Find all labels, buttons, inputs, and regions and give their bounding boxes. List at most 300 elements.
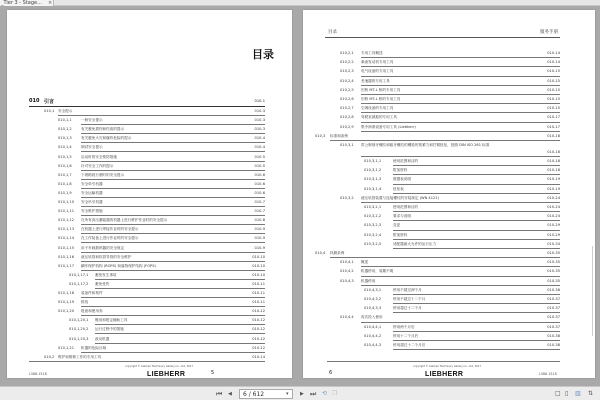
toc-page-ref: 010-3 xyxy=(254,109,265,113)
scroll-indicator[interactable] xyxy=(592,246,593,336)
toc-underline xyxy=(393,303,560,304)
toc-title: 差速器的专用工具 xyxy=(361,78,390,83)
toc-entry[interactable] xyxy=(29,317,265,326)
toc-entry[interactable] xyxy=(315,50,560,59)
toc-number: 010,3,2,3 xyxy=(364,223,382,228)
toc-number: 010 xyxy=(29,98,40,104)
toc-title: 停用两个月后 xyxy=(393,324,415,329)
toc-underline xyxy=(330,257,560,258)
toc-entry[interactable] xyxy=(29,345,265,354)
toc-title: 标准和条例 xyxy=(330,133,348,138)
next-page-button[interactable]: ▶ xyxy=(300,391,304,397)
first-page-button[interactable]: ⏮ xyxy=(216,390,223,398)
toc-underline xyxy=(81,233,265,234)
toc-entry[interactable] xyxy=(29,290,265,299)
copyright-text: copyright © Liebherr Machinery Gallery Co., Ltd. 2017 xyxy=(413,365,482,368)
toc-title: 引言 xyxy=(44,99,55,105)
toc-entry[interactable] xyxy=(29,308,265,317)
toc-page-ref: 010-18 xyxy=(547,150,560,154)
toc-title: 避免受伤 xyxy=(95,281,110,286)
toc-entry[interactable] xyxy=(29,336,265,345)
toc-title: 机器停用 xyxy=(361,278,376,283)
toc-title: 液压软管和软管导管的安全维护 xyxy=(81,254,132,259)
toc-entry[interactable] xyxy=(29,163,265,172)
toc-entry[interactable] xyxy=(315,278,560,287)
toc-entry[interactable] xyxy=(315,250,560,259)
toc-underline xyxy=(58,115,265,116)
toc-entry[interactable] xyxy=(29,108,265,117)
toc-entry[interactable] xyxy=(29,126,265,135)
toc-underline xyxy=(81,315,265,316)
footer-divider xyxy=(29,361,265,362)
toc-page-ref: 010-34 xyxy=(547,241,560,246)
toc-page-ref: 010-10 xyxy=(252,254,265,259)
toc-underline xyxy=(361,266,560,267)
toc-page-ref: 010-12 xyxy=(252,309,265,314)
toc-entry[interactable] xyxy=(315,59,560,68)
toc-number: 010,3,1,3 xyxy=(364,177,382,182)
toc-number: 010,1,17,1 xyxy=(69,272,89,277)
toc-title: 下坡路段行驶时的安全提示 xyxy=(81,172,125,177)
toc-number: 010,3,2,4 xyxy=(364,232,382,237)
two-page-view-icon[interactable]: ▥ xyxy=(575,390,581,397)
toc-title: 排放 xyxy=(81,300,89,305)
toc-title: 使用范围和目的 xyxy=(393,205,419,209)
toc-page-ref: 010-29 xyxy=(547,232,560,237)
copy-icon[interactable]: ❐ xyxy=(332,390,338,397)
header-left: 目录 xyxy=(328,30,337,35)
toc-entry[interactable] xyxy=(29,181,265,190)
toc-page-ref: 010-37 xyxy=(547,297,560,301)
toc-entry[interactable] xyxy=(315,96,560,105)
toc-number: 010,1,20,2 xyxy=(69,327,89,332)
page-dropdown-icon[interactable]: ▾ xyxy=(286,391,289,397)
toc-title: 机器的危险区域 xyxy=(81,345,107,350)
toc-underline xyxy=(361,156,560,157)
toc-title: 安全吊引机器 xyxy=(81,200,103,204)
toc-underline xyxy=(361,57,560,58)
toc-page-ref: 010-38 xyxy=(547,333,560,338)
toc-underline xyxy=(81,179,265,180)
toc-title: 有关避免损伤和伤害的提示 xyxy=(81,127,125,132)
toc-number: 010,2,3 xyxy=(340,69,354,74)
toc-title: 维护和维修工作的专用工具 xyxy=(58,354,102,359)
toc-number: 010,1,16 xyxy=(58,254,75,259)
toc-title: 概述 xyxy=(361,260,369,265)
toc-underline xyxy=(95,324,265,325)
toc-number: 010,3,2,1 xyxy=(364,205,382,209)
toc-underline xyxy=(95,279,265,280)
toc-entry[interactable] xyxy=(29,154,265,163)
toc-page-ref: 010-15 xyxy=(547,87,560,92)
toc-entry[interactable] xyxy=(315,314,560,323)
toc-title: 附加资料 xyxy=(393,168,408,173)
toc-number: 010,1,19 xyxy=(58,300,75,305)
toc-underline xyxy=(361,276,560,277)
toc-underline xyxy=(393,174,560,175)
toc-underline xyxy=(95,288,265,289)
toc-page-ref: 010-24 xyxy=(547,214,560,219)
toc-underline xyxy=(81,306,265,307)
toc-number: 010,2,5 xyxy=(340,87,354,92)
toc-entry[interactable] xyxy=(29,172,265,181)
toc-underline xyxy=(81,224,265,225)
toc-number: 010,4,3,3 xyxy=(364,306,382,311)
toc-number: 010,3,1 xyxy=(340,143,354,147)
toc-entry[interactable] xyxy=(315,204,560,213)
toc-underline xyxy=(361,322,560,323)
toc-entry[interactable] xyxy=(315,78,560,87)
toc-underline xyxy=(81,270,265,271)
toc-number: 010,1,1 xyxy=(58,118,72,123)
toc-page-ref: 010-18 xyxy=(547,168,560,173)
toc-title: 有关避免火灾和爆炸危险的提示 xyxy=(81,136,132,141)
scroll-mode-icon[interactable]: ⇅ xyxy=(588,390,594,397)
toc-underline xyxy=(95,333,265,334)
toc-underline xyxy=(361,76,560,77)
toc-entry[interactable] xyxy=(315,142,560,158)
toc-underline xyxy=(393,165,560,166)
toc-title: 再次投入使用 xyxy=(361,315,383,320)
toc-underline xyxy=(81,124,265,125)
toc-entry[interactable] xyxy=(29,190,265,199)
toc-page-ref: 010-10 xyxy=(252,263,265,268)
toc-entry[interactable] xyxy=(315,333,560,342)
toc-page-ref: 010-5 xyxy=(254,163,265,168)
toc-entry[interactable] xyxy=(315,268,560,277)
toc-underline xyxy=(393,230,560,231)
toc-underline xyxy=(393,184,560,185)
toc-number: 010,1,17 xyxy=(58,263,75,268)
toc-number: 010,4,4 xyxy=(340,315,354,320)
toc-page-ref: 010-37 xyxy=(547,306,560,311)
toc-underline xyxy=(393,331,560,332)
toc-title: 安全提示 xyxy=(58,109,73,113)
toc-entry[interactable] xyxy=(29,135,265,144)
toc-underline xyxy=(361,66,560,67)
toc-page-ref: 010-19 xyxy=(547,177,560,182)
toc-title: 扭矩表 xyxy=(393,186,404,191)
toc-underline xyxy=(393,248,560,249)
toc-number: 010,3,1,1 xyxy=(364,159,382,163)
toc-entry[interactable] xyxy=(29,263,265,272)
toc-title: 驾驶室减振的专用工具 xyxy=(361,115,397,120)
toc-page-ref: 010-35 xyxy=(547,260,560,265)
toc-title: 电气设备的专用工具 xyxy=(361,69,394,74)
rotate-icon[interactable]: ⟲ xyxy=(322,390,328,397)
header-divider xyxy=(325,37,560,38)
toc-number: 010,1,3 xyxy=(58,136,72,141)
toc-underline xyxy=(81,197,265,198)
toc-entry[interactable] xyxy=(29,117,265,126)
toc-underline xyxy=(361,131,560,132)
toc-underline xyxy=(81,206,265,207)
toc-page-ref: 010-18 xyxy=(547,133,560,138)
toc-page-ref: 010-11 xyxy=(252,281,265,286)
page-number: 6 xyxy=(329,370,333,376)
toc-page-ref: 010-11 xyxy=(252,300,265,305)
toc-title: 搬用和报定辅助工具 xyxy=(95,318,128,323)
toc-number: 010,1,7 xyxy=(58,172,72,177)
toc-entry[interactable] xyxy=(315,305,560,314)
toc-number: 010,1,5 xyxy=(58,154,72,159)
toc-underline xyxy=(393,312,560,313)
toc-page-ref: 010-15 xyxy=(547,106,560,111)
toc-page-ref: 010-36 xyxy=(547,287,560,292)
toc-title: 目录 xyxy=(252,48,274,61)
header-right: 服务手册 xyxy=(540,30,558,35)
toc-underline xyxy=(393,211,560,212)
toc-number: 010,1,9 xyxy=(58,190,72,195)
toc-title: 柴油发动机专用工具 xyxy=(361,60,394,65)
doc-code: L586-1518 xyxy=(539,372,557,376)
toc-entry[interactable] xyxy=(315,342,560,351)
toc-page-ref: 010-4 xyxy=(254,136,265,141)
single-page-view-icon[interactable]: □ xyxy=(555,390,561,397)
toc-number: 010,4,4,2 xyxy=(364,333,382,338)
toc-page-ref: 010-15 xyxy=(547,69,560,74)
toc-title: 一般安全提示 xyxy=(81,118,103,123)
toc-entry[interactable] xyxy=(29,299,265,308)
toc-entry[interactable] xyxy=(315,186,560,195)
toc-page-ref: 010-19 xyxy=(547,186,560,191)
toc-number: 010,3 xyxy=(315,133,326,138)
toc-title: 用于车载数码器的安全规定 xyxy=(81,245,125,250)
toc-page-ref: 010-4 xyxy=(254,145,265,150)
toc-underline xyxy=(393,340,560,341)
toc-entry[interactable] xyxy=(315,241,560,250)
toc-title: 数据表说明 xyxy=(393,177,411,182)
toc-entry[interactable] xyxy=(315,296,560,305)
toc-number: 010,1,11 xyxy=(58,209,75,214)
tab-label: _Tier 3 - Stage... xyxy=(1,0,42,6)
toc-entry[interactable] xyxy=(315,176,560,185)
toc-number: 010,4,3 xyxy=(340,278,354,283)
toc-underline xyxy=(81,133,265,134)
toc-page-ref: 010-35 xyxy=(547,269,560,274)
toc-page-ref: 010-14 xyxy=(547,60,560,65)
footer-divider xyxy=(327,361,560,362)
toc-entry[interactable] xyxy=(315,87,560,96)
toc-title: 变更 xyxy=(393,223,401,228)
toc-entry[interactable] xyxy=(315,158,560,167)
toc-entry[interactable] xyxy=(315,105,560,114)
toc-underline xyxy=(81,142,265,143)
toc-page-ref: 010-8 xyxy=(254,218,265,223)
toc-page-ref: 010-12 xyxy=(252,345,265,350)
toc-number: 010,1,20,3 xyxy=(69,336,89,341)
toc-entry[interactable] xyxy=(315,124,560,133)
toc-entry[interactable] xyxy=(29,199,265,208)
toc-entry[interactable] xyxy=(29,281,265,290)
toc-entry[interactable] xyxy=(29,217,265,226)
toc-page-ref: 010-35 xyxy=(547,251,560,255)
toc-entry[interactable] xyxy=(29,235,265,244)
toc-number: 010,4 xyxy=(315,251,326,255)
toc-page-ref: 010-10 xyxy=(252,272,265,277)
toc-page-ref: 010-7 xyxy=(254,209,265,214)
toc-number: 010,2,8 xyxy=(340,115,354,120)
toc-number: 010,2 xyxy=(44,354,55,359)
toc-entry[interactable] xyxy=(315,287,560,296)
toc-title: 停用超过十二个月 xyxy=(393,306,422,311)
toc-underline xyxy=(393,193,560,194)
toc-number: 010,1,17,2 xyxy=(69,281,89,286)
toc-entry[interactable] xyxy=(29,144,265,153)
toc-number: 010,1,10 xyxy=(58,200,75,204)
toc-number: 010,1 xyxy=(44,109,55,113)
toc-entry[interactable] xyxy=(315,68,560,77)
page-5 xyxy=(7,10,292,378)
toc-title: 液压软管装置与连接螺纹的安装规定 (WN 4121) xyxy=(361,195,439,200)
toc-number: 010,1,18 xyxy=(58,291,75,295)
toc-number: 010,2,1 xyxy=(340,51,354,55)
toc-underline xyxy=(330,140,560,141)
toc-underline xyxy=(393,220,560,221)
toc-underline xyxy=(81,161,265,162)
toc-title: 安全牵引机器 xyxy=(81,181,103,186)
toc-number: 010,3,1,2 xyxy=(364,168,382,173)
toc-entry[interactable] xyxy=(29,208,265,217)
liebherr-logo: LIEBHERR xyxy=(425,371,464,378)
toc-underline xyxy=(361,202,560,203)
document-viewer[interactable] xyxy=(0,6,600,386)
toc-title: 停用十二个月后 xyxy=(393,333,419,338)
toc-title: 空调设备的专用工具 xyxy=(361,106,394,111)
toc-page-ref: 010-14 xyxy=(252,354,265,359)
toc-title: 在所有高压蓄能器的机器上进行维护作业时的安全提示 xyxy=(81,218,168,223)
toc-page-ref: 010-24 xyxy=(547,195,560,200)
toc-underline xyxy=(81,261,265,262)
toc-number: 010,4,2 xyxy=(340,269,354,274)
toc-entry[interactable] xyxy=(29,226,265,235)
last-page-button[interactable]: ⏭ xyxy=(310,390,317,398)
toc-underline xyxy=(81,151,265,152)
toc-number: 010,2,4 xyxy=(340,78,354,83)
toc-title: 执勤条例 xyxy=(330,251,345,255)
toc-entry[interactable] xyxy=(315,167,560,176)
toc-page-ref: 010-3 xyxy=(254,127,265,132)
copyright-text: copyright © Liebherr Machinery Gallery Co., Ltd. 2017 xyxy=(125,365,194,368)
toc-entry[interactable] xyxy=(315,259,560,268)
toc-number: 010,4,4,3 xyxy=(364,343,382,347)
toc-number: 010,3,2 xyxy=(340,195,354,200)
toc-title: 翻车保护机构 (ROPS) 和落物保护结构 (FOPS) xyxy=(81,263,156,268)
toc-underline xyxy=(29,106,265,107)
toc-number: 010,2,6 xyxy=(340,97,354,101)
toc-number: 010,3,2,2 xyxy=(364,214,382,219)
toc-title: 停用超过十二个月后 xyxy=(393,343,426,347)
toc-title: 机器停用，周期不明 xyxy=(361,269,394,274)
close-tab-icon[interactable]: × xyxy=(48,0,53,6)
toc-title: 旧桥 MT-L 桥的专用工具 xyxy=(361,87,401,92)
toc-page-ref: 010-18 xyxy=(547,159,560,163)
toc-entry[interactable] xyxy=(315,195,560,204)
page-6 xyxy=(303,10,595,378)
navigation-toolbar xyxy=(0,386,600,400)
toc-entry[interactable] xyxy=(315,133,560,142)
toc-underline xyxy=(81,215,265,216)
toc-underline xyxy=(361,94,560,95)
toc-entry[interactable] xyxy=(315,222,560,231)
toc-page-ref: 010-15 xyxy=(547,78,560,83)
toc-title: 安全维护措施 xyxy=(81,209,103,214)
toc-number: 010,4,3,1 xyxy=(364,287,382,292)
toc-page-ref: 010-9 xyxy=(254,236,265,241)
toc-page-ref: 010-37 xyxy=(547,324,560,329)
toc-number: 010,1,13 xyxy=(58,227,75,232)
toc-entry[interactable] xyxy=(29,254,265,263)
toc-page-ref: 010-12 xyxy=(252,336,265,341)
toc-entry[interactable] xyxy=(315,114,560,123)
toc-title: 在机器上进行焊接作业时的安全提示 xyxy=(81,227,139,232)
toc-number: 010,2,9 xyxy=(340,124,354,129)
toc-entry[interactable] xyxy=(315,213,560,222)
toc-entry[interactable] xyxy=(315,324,560,333)
toc-title: 专用工具概述 xyxy=(361,51,383,55)
toc-underline xyxy=(81,352,265,353)
toc-title: 旧桥 MT-L 桥的专用工具 xyxy=(361,97,401,101)
toc-title: 报废和使用寿 xyxy=(81,309,103,314)
toc-underline xyxy=(361,122,560,123)
toc-number: 010,1,20,1 xyxy=(69,318,89,323)
toc-underline xyxy=(361,112,560,113)
toc-underline xyxy=(361,103,560,104)
toc-page-ref: 010-15 xyxy=(547,97,560,101)
toc-page-ref: 010-29 xyxy=(547,223,560,228)
toc-underline xyxy=(81,297,265,298)
toc-entry[interactable] xyxy=(29,245,265,254)
toc-number: 010,1,15 xyxy=(58,245,75,250)
liebherr-logo: LIEBHERR xyxy=(147,371,186,378)
toc-title: 针对安全工作的提示 xyxy=(81,163,114,168)
page-number-input[interactable]: 6 / 612 xyxy=(239,389,293,399)
toc-number: 010,4,3,2 xyxy=(364,297,382,301)
toc-underline xyxy=(81,242,265,243)
toc-title: 改动机器 xyxy=(95,336,110,341)
toc-title: 调试安全提示 xyxy=(81,145,103,150)
toc-page-ref: 010-35 xyxy=(547,278,560,283)
toc-title: 要求与说明 xyxy=(393,214,411,219)
toc-title: 适配器最大允许的运行压力 xyxy=(393,241,437,246)
toc-title: 装备件和构件 xyxy=(81,291,103,295)
continuous-view-icon[interactable]: ▯ xyxy=(565,390,569,397)
toc-underline xyxy=(81,170,265,171)
toc-page-ref: 010-24 xyxy=(547,205,560,209)
toc-page-ref: 010-12 xyxy=(252,318,265,323)
toc-title: 集中润滑设备专用工具 (Liebherr) xyxy=(361,124,416,129)
toc-page-ref: 010-14 xyxy=(547,51,560,55)
toc-entry[interactable] xyxy=(29,326,265,335)
toc-page-ref: 010-5 xyxy=(254,154,265,159)
toc-title: 启动时的安全预防措施 xyxy=(81,154,117,159)
toc-entry[interactable] xyxy=(315,232,560,241)
toc-entry[interactable] xyxy=(29,97,265,108)
toc-page-ref: 010-3 xyxy=(254,118,265,123)
toc-title: 附加资料 xyxy=(393,232,408,237)
toc-page-ref: 010-11 xyxy=(252,291,265,295)
toc-page-ref: 010-12 xyxy=(252,327,265,332)
toc-page-ref: 010-6 xyxy=(254,172,265,177)
toc-number: 010,4,4,1 xyxy=(364,324,382,329)
toc-page-ref: 010-17 xyxy=(547,115,560,120)
toc-title: 带公制细牙螺纹和粗牙螺纹的螺栓的预紧力和拧紧扭矩，按照 DIN ISO 261 标准 xyxy=(361,143,490,147)
toc-entry[interactable] xyxy=(29,272,265,281)
toc-page-ref: 010-6 xyxy=(254,181,265,186)
toc-page-ref: 010-9 xyxy=(254,227,265,232)
prev-page-button[interactable]: ◀ xyxy=(228,391,232,397)
toc-number: 010,1,6 xyxy=(58,163,72,168)
